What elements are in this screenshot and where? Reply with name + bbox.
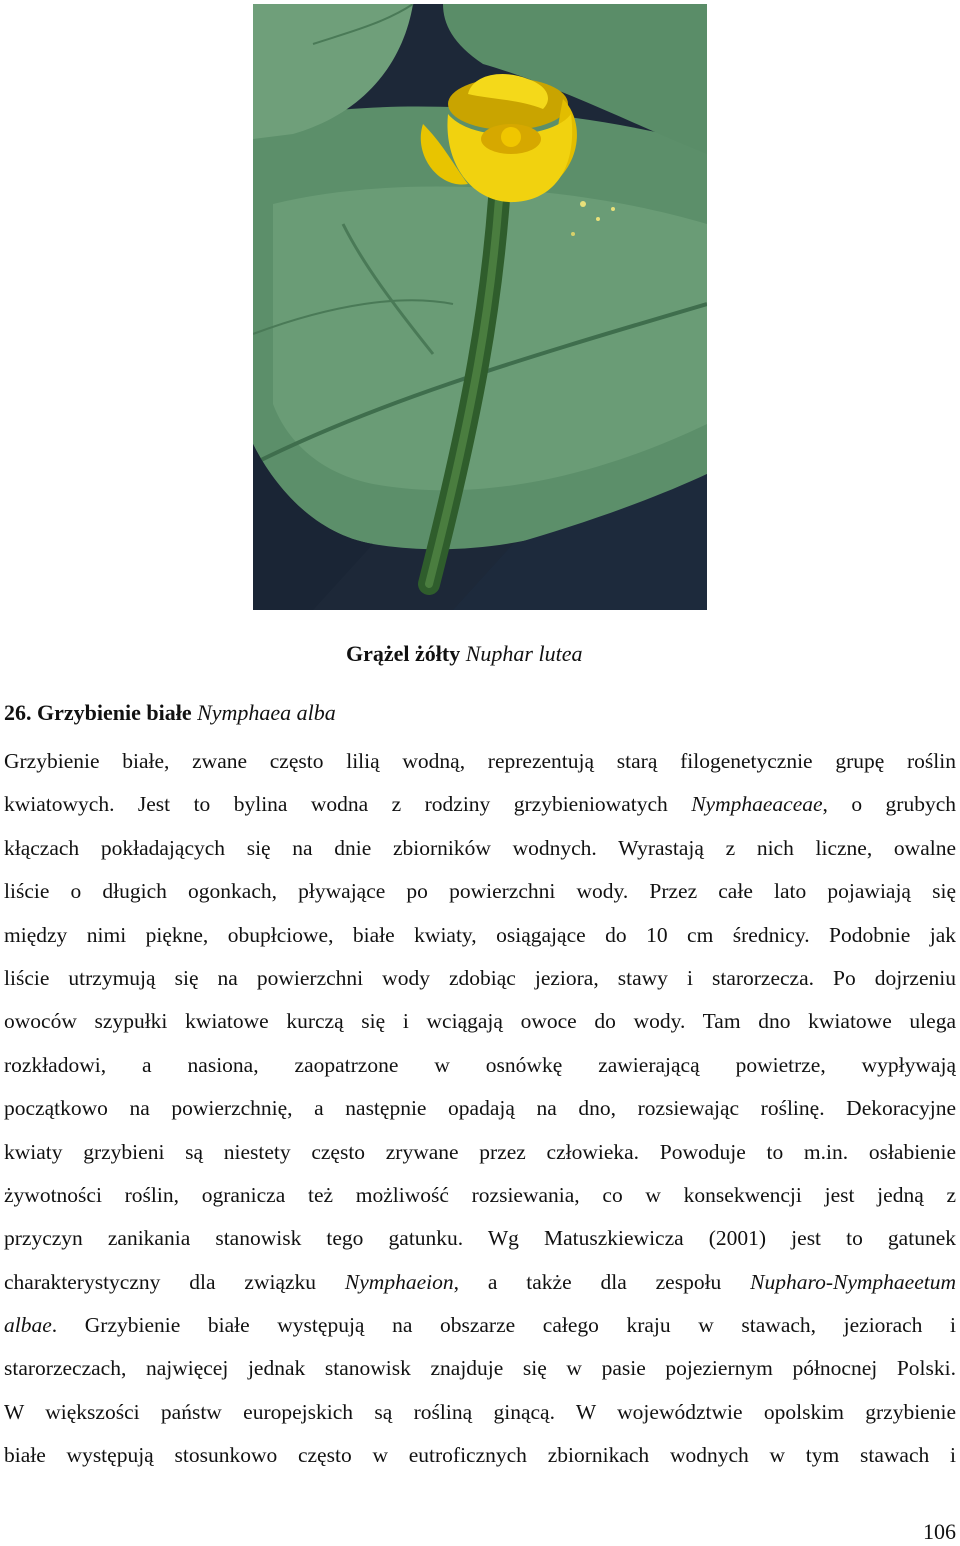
text-segment: kłączach pokładających się na dnie zbiorników wodnych. Wyrastają z nich liczne, owalne	[4, 835, 956, 860]
text-line	[4, 1131, 956, 1174]
text-line	[4, 957, 956, 1000]
text-line	[4, 740, 956, 783]
photo-nuphar-lutea	[253, 4, 707, 610]
text-segment: przyczyn zanikania stanowisk tego gatunku. Wg Matuszkiewicza (2001) jest to gatunek	[4, 1226, 956, 1251]
flower-photo-illustration	[253, 4, 707, 610]
text-line	[4, 1391, 956, 1434]
text-line	[4, 1261, 956, 1304]
text-segment: między nimi piękne, obupłciowe, białe kwiaty, osiągające do 10 cm średnicy. Podobnie jak	[4, 922, 956, 947]
text-segment: owoców szypułki kwiatowe kurczą się i wciągają owoce do wody. Tam dno kwiatowe ulega	[4, 1009, 956, 1034]
text-segment: , o grubych	[822, 792, 956, 817]
italic-term: Nymphaeion	[344, 1269, 454, 1294]
photo-caption	[346, 638, 582, 670]
italic-term: Nupharo-Nymphaeetum	[750, 1269, 956, 1294]
text-line	[4, 1000, 956, 1043]
text-segment: , a także dla zespołu	[453, 1269, 751, 1294]
text-segment: żywotności roślin, ogranicza też możliwość rozsiewania, co w konsekwencji jest jedną z	[4, 1182, 956, 1207]
text-segment: charakterystyczny dla związku	[4, 1269, 345, 1294]
text-segment: liście o długich ogonkach, pływające po powierzchni wody. Przez całe lato pojawiają się	[4, 879, 956, 904]
body-paragraph	[4, 740, 956, 1478]
text-segment: . Grzybienie białe występują na obszarze całego kraju w stawach, jeziorach i	[51, 1313, 956, 1338]
text-segment: W większości państw europejskich są rośliną ginącą. W województwie opolskim grzybienie	[4, 1399, 956, 1424]
page-number: 106	[923, 1519, 956, 1544]
text-line	[4, 1434, 956, 1477]
text-segment: liście utrzymują się na powierzchni wody zdobiąc jeziora, stawy i starorzecza. Po dojrzeniu	[4, 965, 956, 990]
text-line	[4, 1347, 956, 1390]
text-line	[4, 1217, 956, 1260]
text-line	[4, 1304, 956, 1347]
italic-term: Nymphaeaceae	[691, 792, 823, 817]
text-segment: kwiaty grzybieni są niestety często zrywane przez człowieka. Powoduje to m.in. osłabienie	[4, 1139, 956, 1164]
text-segment: starorzeczach, najwięcej jednak stanowisk znajduje się w pasie pojeziernym północnej Polski.	[4, 1356, 956, 1381]
caption-latin-name: Nuphar lutea	[465, 641, 583, 666]
text-segment: kwiatowych. Jest to bylina wodna z rodziny grzybieniowatych	[4, 792, 692, 817]
text-line	[4, 783, 956, 826]
text-line	[4, 1044, 956, 1087]
text-line	[4, 827, 956, 870]
text-segment: rozkładowi, a nasiona, zaopatrzone w osnówkę zawierającą powietrze, wypływają	[4, 1052, 956, 1077]
section-number-title: 26. Grzybienie białe	[4, 700, 192, 725]
text-line	[4, 1174, 956, 1217]
text-line	[4, 870, 956, 913]
text-segment: początkowo na powierzchnię, a następnie opadają na dno, rozsiewając roślinę. Dekoracyjne	[4, 1096, 956, 1121]
text-segment: Grzybienie białe, zwane często lilią wodną, reprezentują starą filogenetycznie grupę roślin	[4, 749, 956, 773]
section-latin-name: Nymphaea alba	[197, 700, 336, 725]
text-line	[4, 1087, 956, 1130]
text-line	[4, 914, 956, 957]
section-heading	[4, 697, 336, 729]
caption-common-name: Grążel żółty	[346, 641, 461, 666]
text-segment: białe występują stosunkowo często w eutroficznych zbiornikach wodnych w tym stawach i	[4, 1443, 956, 1468]
italic-term: albae	[4, 1313, 52, 1338]
